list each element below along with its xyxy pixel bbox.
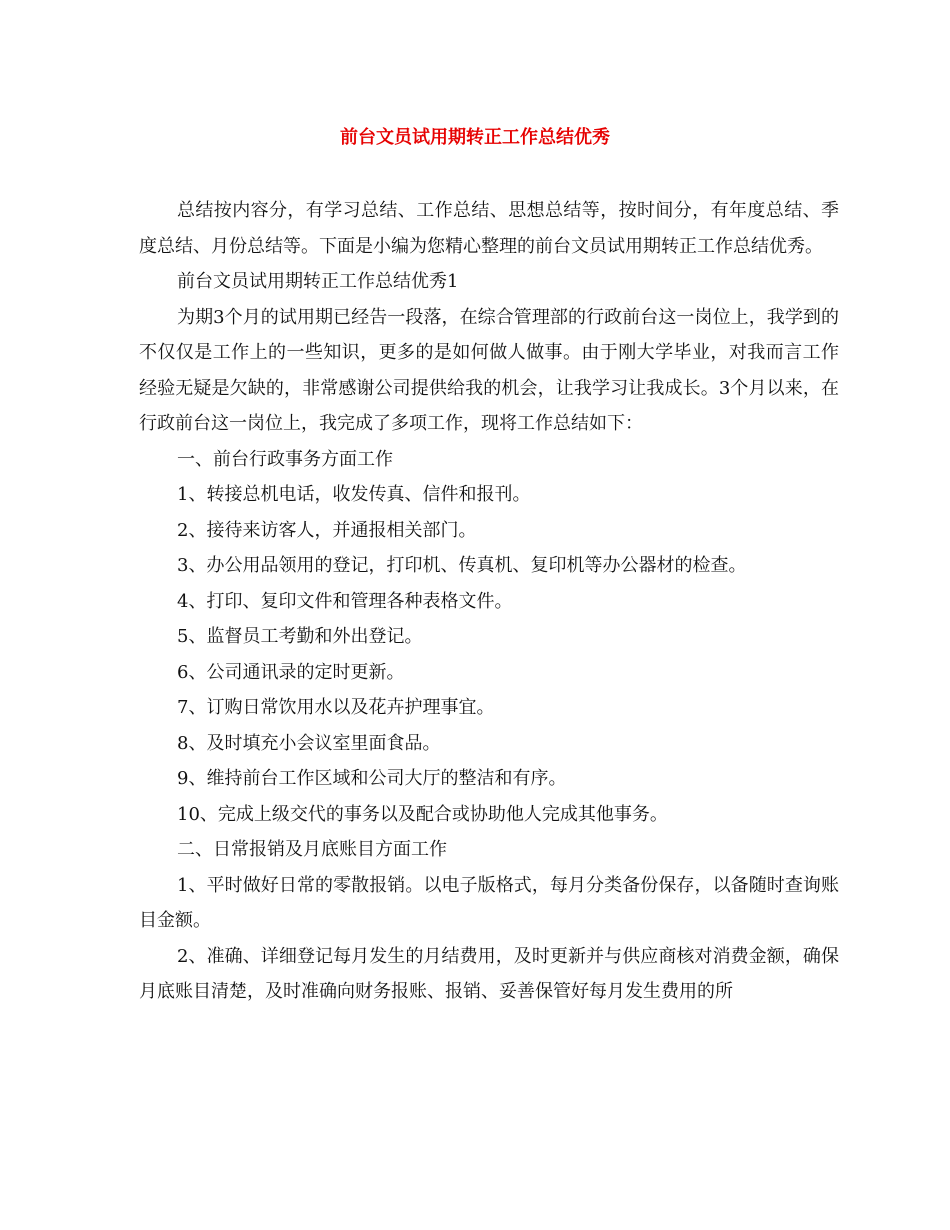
document-body <box>139 193 839 1010</box>
list-item: 2、接待来访客人，并通报相关部门。 <box>177 519 477 541</box>
list-item: 8、及时填充小会议室里面食品。 <box>177 732 441 754</box>
list-item: 5、监督员工考勤和外出登记。 <box>177 626 423 647</box>
list-item: 2、准确、详细登记每月发生的月结费用，及时更新并与供应商核对消费金额，确保月底账目清楚，及时准确向财务报账、报销、妥善保管好每月发生费用的所 <box>139 945 839 1002</box>
list-item: 7、订购日常饮用水以及花卉护理事宜。 <box>177 697 495 718</box>
section-heading-accounts: 二、日常报销及月底账目方面工作 <box>177 839 447 860</box>
paragraph-opening: 为期3个月的试用期已经告一段落，在综合管理部的行政前台这一岗位上，我学到的不仅仅是工作上的一些知识，更多的是如何做人做事。由于刚大学毕业，对我而言工作经验无疑是欠缺的，非常感谢公司提供给我的机会，让我学习让我成长。3个月以来，在行政前台这一岗位上，我完成了多项工作，现将工作总结如下： <box>139 306 839 434</box>
paragraph-subtitle: 前台文员试用期转正工作总结优秀1 <box>177 271 459 292</box>
list-item: 1、转接总机电话，收发传真、信件和报刊。 <box>177 484 531 505</box>
list-item: 10、完成上级交代的事务以及配合或协助他人完成其他事务。 <box>177 803 668 825</box>
document-title: 前台文员试用期转正工作总结优秀 <box>340 127 610 148</box>
section-heading-admin: 一、前台行政事务方面工作 <box>177 448 393 470</box>
list-item: 3、办公用品领用的登记，打印机、传真机、复印机等办公器材的检查。 <box>177 555 747 576</box>
list-item: 4、打印、复印文件和管理各种表格文件。 <box>177 590 513 612</box>
list-item: 1、平时做好日常的零散报销。以电子版格式，每月分类备份保存，以备随时查询账目金额。 <box>139 874 839 931</box>
paragraph-intro: 总结按内容分，有学习总结、工作总结、思想总结等，按时间分，有年度总结、季度总结、月份总结等。下面是小编为您精心整理的前台文员试用期转正工作总结优秀。 <box>139 200 839 257</box>
list-item: 6、公司通讯录的定时更新。 <box>177 661 405 683</box>
list-item: 9、维持前台工作区域和公司大厅的整洁和有序。 <box>177 768 567 789</box>
